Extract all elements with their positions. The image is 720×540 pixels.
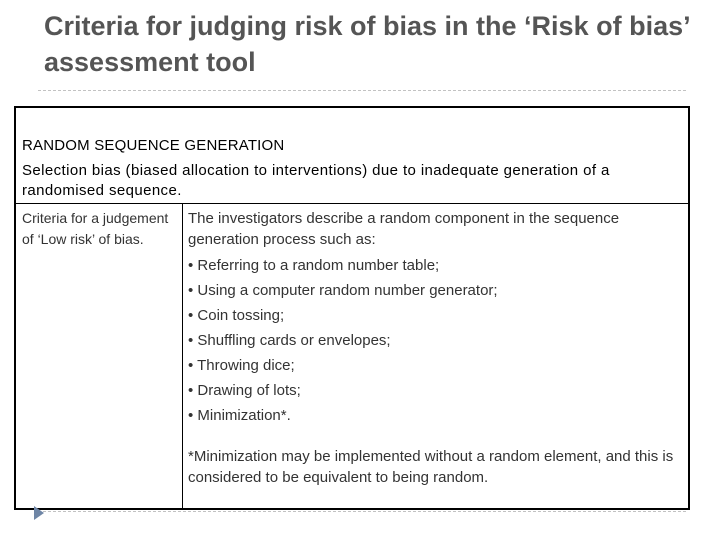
criteria-intro: The investigators describe a random component in the sequence generation process such as: [188, 210, 620, 248]
triangle-right-icon[interactable] [34, 506, 44, 520]
criteria-bullet-list [188, 253, 686, 428]
section-title: RANDOM SEQUENCE GENERATION [22, 137, 285, 154]
column-separator [182, 204, 183, 508]
bottom-divider [38, 511, 686, 512]
bullet-item: • Drawing of lots; [188, 382, 301, 399]
bullet-item: • Minimization*. [188, 407, 291, 424]
bullet-item: • Referring to a random number table; [188, 257, 440, 274]
bullet-item: • Throwing dice; [188, 357, 295, 374]
criteria-table [14, 106, 690, 510]
footnote: *Minimization may be implemented without a random element, and this is considered to be equivalent to being random. [188, 448, 674, 486]
header-separator [16, 203, 688, 204]
criteria-label: Criteria for a judgement of ‘Low risk’ of bias. [22, 210, 169, 247]
section-description: Selection bias (biased allocation to interventions) due to inadequate generation of a randomised sequence. [22, 162, 610, 199]
top-divider [38, 90, 686, 91]
bullet-item: • Shuffling cards or envelopes; [188, 332, 391, 349]
criteria-body [188, 208, 686, 488]
bullet-item: • Coin tossing; [188, 307, 285, 324]
bullet-item: • Using a computer random number generator; [188, 282, 498, 299]
slide-title: Criteria for judging risk of bias in the ‘Risk of bias’ assessment tool [44, 11, 690, 77]
